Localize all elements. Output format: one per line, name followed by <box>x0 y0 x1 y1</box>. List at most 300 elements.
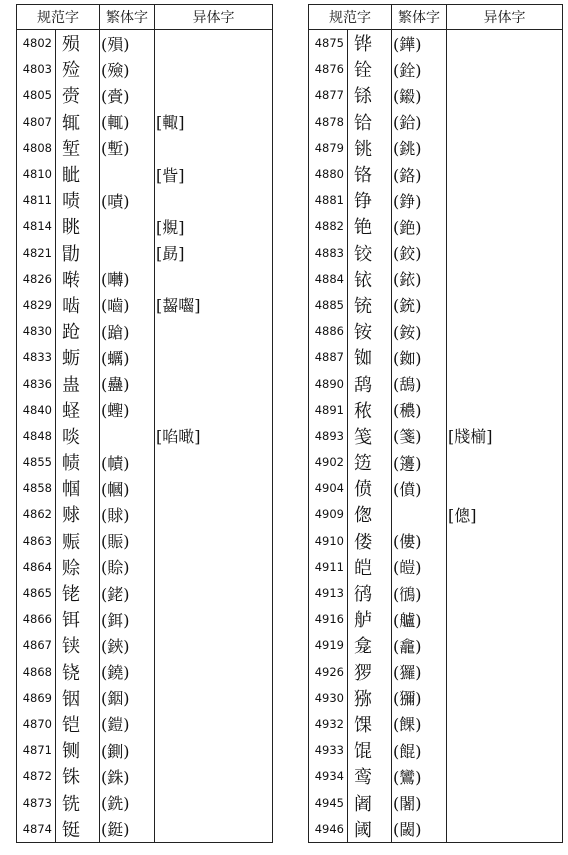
table-row <box>309 423 563 449</box>
char-number: 4830 <box>17 318 56 344</box>
traditional-char: (賑) <box>100 528 155 554</box>
char-number: 4890 <box>309 370 348 396</box>
variant-char <box>447 135 563 161</box>
variant-char: [啗噉] <box>155 423 273 449</box>
variant-char <box>155 56 273 82</box>
traditional-char: (鸞) <box>392 763 447 789</box>
traditional-char: (僨) <box>392 475 447 501</box>
table-row <box>309 266 563 292</box>
header-variant: 异体字 <box>447 5 563 30</box>
table-header-row <box>309 5 563 30</box>
traditional-char: (輒) <box>100 109 155 135</box>
traditional-char: (鐃) <box>100 659 155 685</box>
char-number: 4876 <box>309 56 348 82</box>
char-number: 4836 <box>17 370 56 396</box>
table-row <box>17 659 273 685</box>
char-number: 4902 <box>309 449 348 475</box>
table-row <box>309 816 563 843</box>
traditional-char: (銓) <box>392 56 447 82</box>
standard-char: 辄 <box>56 109 100 135</box>
char-number: 4821 <box>17 240 56 266</box>
variant-char <box>155 711 273 737</box>
char-number: 4878 <box>309 109 348 135</box>
table-row <box>17 423 273 449</box>
variant-char <box>155 344 273 370</box>
traditional-char <box>100 161 155 187</box>
standard-char: 蛊 <box>56 370 100 396</box>
variant-char <box>447 344 563 370</box>
variant-char <box>447 763 563 789</box>
table-body-left <box>17 30 273 843</box>
header-standard: 规范字 <box>309 5 392 30</box>
table-row <box>17 763 273 789</box>
standard-char: 笺 <box>348 423 392 449</box>
table-row <box>17 30 273 57</box>
table-row <box>17 789 273 815</box>
char-number: 4882 <box>309 213 348 239</box>
traditional-char: (蟶) <box>100 397 155 423</box>
standard-char: 眦 <box>56 161 100 187</box>
variant-char <box>447 554 563 580</box>
variant-char: [覜] <box>155 213 273 239</box>
table-row <box>17 606 273 632</box>
variant-char <box>155 30 273 57</box>
char-number: 4870 <box>17 711 56 737</box>
standard-char: 殒 <box>56 30 100 57</box>
standard-char: 铪 <box>348 109 392 135</box>
traditional-char: (餜) <box>392 711 447 737</box>
standard-char: 铧 <box>348 30 392 57</box>
traditional-char: (銠) <box>100 580 155 606</box>
traditional-char: (鉸) <box>392 240 447 266</box>
traditional-char <box>392 501 447 527</box>
traditional-char: (蠱) <box>100 370 155 396</box>
table-row <box>309 397 563 423</box>
table-row <box>309 187 563 213</box>
char-number: 4916 <box>309 606 348 632</box>
standard-char: 皑 <box>348 554 392 580</box>
variant-char <box>447 56 563 82</box>
char-number: 4880 <box>309 161 348 187</box>
standard-char: 铨 <box>348 56 392 82</box>
traditional-char: (鉺) <box>100 606 155 632</box>
char-number: 4887 <box>309 344 348 370</box>
standard-char: 铟 <box>56 685 100 711</box>
char-number: 4808 <box>17 135 56 161</box>
char-number: 4858 <box>17 475 56 501</box>
variant-char <box>155 82 273 108</box>
variant-char <box>155 554 273 580</box>
table-row <box>17 82 273 108</box>
variant-char <box>447 213 563 239</box>
char-number: 4911 <box>309 554 348 580</box>
standard-char: 铠 <box>56 711 100 737</box>
table-body-right <box>309 30 563 843</box>
traditional-char: (銃) <box>392 292 447 318</box>
table-row <box>17 109 273 135</box>
table-row <box>17 370 273 396</box>
standard-char: 蛏 <box>56 397 100 423</box>
char-number: 4885 <box>309 292 348 318</box>
traditional-char: (箋) <box>392 423 447 449</box>
table-row <box>309 292 563 318</box>
char-number: 4848 <box>17 423 56 449</box>
standard-char: 赍 <box>56 82 100 108</box>
char-number: 4874 <box>17 816 56 843</box>
variant-char <box>155 501 273 527</box>
table-row <box>309 344 563 370</box>
standard-char: 阇 <box>348 789 392 815</box>
variant-char <box>447 632 563 658</box>
standard-char: 秾 <box>348 397 392 423</box>
table-row <box>309 711 563 737</box>
variant-char: [輙] <box>155 109 273 135</box>
traditional-char: (銫) <box>392 213 447 239</box>
standard-char: 铣 <box>56 789 100 815</box>
table-row <box>17 475 273 501</box>
table-row <box>17 632 273 658</box>
variant-char <box>447 475 563 501</box>
variant-char <box>155 659 273 685</box>
standard-char: 赇 <box>56 501 100 527</box>
table-row <box>309 737 563 763</box>
traditional-char: (賒) <box>100 554 155 580</box>
traditional-char: (鴴) <box>392 580 447 606</box>
table-row <box>309 632 563 658</box>
variant-char <box>447 82 563 108</box>
table-row <box>17 240 273 266</box>
standard-char: 啮 <box>56 292 100 318</box>
char-number: 4872 <box>17 763 56 789</box>
char-number: 4826 <box>17 266 56 292</box>
standard-char: 铗 <box>56 632 100 658</box>
table-row <box>309 554 563 580</box>
traditional-char <box>100 240 155 266</box>
char-number: 4866 <box>17 606 56 632</box>
char-number: 4913 <box>309 580 348 606</box>
standard-char: 啖 <box>56 423 100 449</box>
standard-char: 跄 <box>56 318 100 344</box>
traditional-char: (銣) <box>392 344 447 370</box>
variant-char <box>447 30 563 57</box>
variant-char <box>447 816 563 843</box>
standard-char: 笾 <box>348 449 392 475</box>
char-number: 4869 <box>17 685 56 711</box>
standard-char: 鸻 <box>348 580 392 606</box>
standard-char: 铮 <box>348 187 392 213</box>
standard-char: 偻 <box>348 528 392 554</box>
traditional-char: (蹌) <box>100 318 155 344</box>
char-number: 4805 <box>17 82 56 108</box>
traditional-char: (賫) <box>100 82 155 108</box>
table-row <box>17 187 273 213</box>
standard-char: 铫 <box>348 135 392 161</box>
standard-char: 铤 <box>56 816 100 843</box>
char-number: 4886 <box>309 318 348 344</box>
traditional-char: (囀) <box>100 266 155 292</box>
standard-char: 铒 <box>56 606 100 632</box>
character-table-right <box>308 4 563 843</box>
traditional-char: (殮) <box>100 56 155 82</box>
variant-char <box>155 397 273 423</box>
variant-char <box>155 449 273 475</box>
standard-char: 帼 <box>56 475 100 501</box>
standard-char: 铷 <box>348 344 392 370</box>
variant-char: [齧囓] <box>155 292 273 318</box>
char-number: 4873 <box>17 789 56 815</box>
char-number: 4909 <box>309 501 348 527</box>
char-number: 4910 <box>309 528 348 554</box>
char-number: 4829 <box>17 292 56 318</box>
variant-char <box>155 475 273 501</box>
variant-char <box>447 711 563 737</box>
traditional-char: (幗) <box>100 475 155 501</box>
variant-char <box>447 580 563 606</box>
char-number: 4810 <box>17 161 56 187</box>
traditional-char: (嚙) <box>100 292 155 318</box>
traditional-char: (閾) <box>392 816 447 843</box>
traditional-char: (殞) <box>100 30 155 57</box>
variant-char <box>155 685 273 711</box>
standard-char: 鸹 <box>348 370 392 396</box>
table-row <box>309 580 563 606</box>
traditional-char: (蠣) <box>100 344 155 370</box>
standard-char: 铡 <box>56 737 100 763</box>
table-row <box>309 370 563 396</box>
char-number: 4884 <box>309 266 348 292</box>
char-number: 4946 <box>309 816 348 843</box>
standard-char: 猡 <box>348 659 392 685</box>
variant-char <box>155 266 273 292</box>
standard-char: 殓 <box>56 56 100 82</box>
standard-char: 阈 <box>348 816 392 843</box>
table-row <box>309 606 563 632</box>
table-row <box>17 213 273 239</box>
char-number: 4814 <box>17 213 56 239</box>
char-number: 4930 <box>309 685 348 711</box>
traditional-char: (鴰) <box>392 370 447 396</box>
char-number: 4867 <box>17 632 56 658</box>
traditional-char: (塹) <box>100 135 155 161</box>
traditional-char <box>100 423 155 449</box>
traditional-char: (銖) <box>100 763 155 789</box>
variant-char <box>447 685 563 711</box>
variant-char <box>447 528 563 554</box>
char-number: 4865 <box>17 580 56 606</box>
char-number: 4877 <box>309 82 348 108</box>
traditional-char: (銑) <box>100 789 155 815</box>
traditional-char: (鉿) <box>392 109 447 135</box>
traditional-char: (穠) <box>392 397 447 423</box>
traditional-char: (艫) <box>392 606 447 632</box>
table-row <box>17 554 273 580</box>
char-number: 4926 <box>309 659 348 685</box>
char-number: 4932 <box>309 711 348 737</box>
standard-char: 铱 <box>348 266 392 292</box>
header-variant: 异体字 <box>155 5 273 30</box>
standard-char: 啧 <box>56 187 100 213</box>
variant-char: [傯] <box>447 501 563 527</box>
traditional-char: (嘖) <box>100 187 155 213</box>
char-number: 4807 <box>17 109 56 135</box>
traditional-char: (錚) <box>392 187 447 213</box>
table-row <box>17 397 273 423</box>
table-row <box>309 30 563 57</box>
table-row <box>17 161 273 187</box>
char-number: 4945 <box>309 789 348 815</box>
table-row <box>309 659 563 685</box>
variant-char <box>447 318 563 344</box>
standard-char: 偾 <box>348 475 392 501</box>
char-number: 4933 <box>309 737 348 763</box>
standard-char: 帻 <box>56 449 100 475</box>
table-row <box>309 501 563 527</box>
variant-char <box>155 187 273 213</box>
traditional-char: (鋏) <box>100 632 155 658</box>
table-row <box>17 318 273 344</box>
variant-char <box>447 789 563 815</box>
variant-char: [眥] <box>155 161 273 187</box>
table-row <box>17 528 273 554</box>
table-row <box>17 56 273 82</box>
char-number: 4803 <box>17 56 56 82</box>
variant-char <box>155 816 273 843</box>
variant-char: [勗] <box>155 240 273 266</box>
traditional-char: (玀) <box>392 659 447 685</box>
traditional-char: (籩) <box>392 449 447 475</box>
char-number: 4863 <box>17 528 56 554</box>
variant-char <box>447 606 563 632</box>
table-row <box>309 240 563 266</box>
char-number: 4919 <box>309 632 348 658</box>
variant-char <box>447 659 563 685</box>
standard-char: 铙 <box>56 659 100 685</box>
traditional-char: (鎧) <box>100 711 155 737</box>
variant-char <box>155 606 273 632</box>
table-row <box>309 82 563 108</box>
table-row <box>17 344 273 370</box>
standard-char: 铯 <box>348 213 392 239</box>
variant-char <box>447 109 563 135</box>
table-row <box>17 580 273 606</box>
traditional-char: (鉻) <box>392 161 447 187</box>
variant-char <box>447 187 563 213</box>
standard-char: 偬 <box>348 501 392 527</box>
header-standard: 规范字 <box>17 5 100 30</box>
variant-char <box>447 370 563 396</box>
table-row <box>309 318 563 344</box>
table-row <box>17 266 273 292</box>
standard-char: 龛 <box>348 632 392 658</box>
table-row <box>309 56 563 82</box>
standard-char: 勖 <box>56 240 100 266</box>
char-number: 4934 <box>309 763 348 789</box>
traditional-char: (闍) <box>392 789 447 815</box>
character-table-left <box>16 4 273 843</box>
table-header-row <box>17 5 273 30</box>
traditional-char: (僂) <box>392 528 447 554</box>
table-row <box>309 449 563 475</box>
table-row <box>17 449 273 475</box>
char-number: 4891 <box>309 397 348 423</box>
table-row <box>309 475 563 501</box>
char-number: 4833 <box>17 344 56 370</box>
variant-char <box>155 135 273 161</box>
variant-char <box>155 632 273 658</box>
traditional-char: (鋌) <box>100 816 155 843</box>
table-row <box>17 711 273 737</box>
standard-char: 馃 <box>348 711 392 737</box>
variant-char <box>155 528 273 554</box>
table-row <box>309 763 563 789</box>
standard-char: 铰 <box>348 240 392 266</box>
table-row <box>17 292 273 318</box>
char-number: 4904 <box>309 475 348 501</box>
variant-char <box>155 763 273 789</box>
standard-char: 蛎 <box>56 344 100 370</box>
char-number: 4879 <box>309 135 348 161</box>
standard-char: 铬 <box>348 161 392 187</box>
standard-char: 铩 <box>348 82 392 108</box>
traditional-char: (獼) <box>392 685 447 711</box>
char-number: 4864 <box>17 554 56 580</box>
table-row <box>309 109 563 135</box>
traditional-char: (鎩) <box>392 82 447 108</box>
char-number: 4840 <box>17 397 56 423</box>
table-row <box>309 685 563 711</box>
traditional-char: (賕) <box>100 501 155 527</box>
char-number: 4811 <box>17 187 56 213</box>
table-row <box>309 135 563 161</box>
variant-char <box>155 580 273 606</box>
table-row <box>17 816 273 843</box>
standard-char: 赈 <box>56 528 100 554</box>
variant-char <box>447 292 563 318</box>
variant-char <box>155 370 273 396</box>
table-row <box>309 528 563 554</box>
variant-char <box>155 789 273 815</box>
standard-char: 铵 <box>348 318 392 344</box>
standard-char: 赊 <box>56 554 100 580</box>
standard-char: 猕 <box>348 685 392 711</box>
variant-char <box>447 266 563 292</box>
standard-char: 铳 <box>348 292 392 318</box>
table-row <box>17 501 273 527</box>
char-number: 4871 <box>17 737 56 763</box>
variant-char <box>447 737 563 763</box>
standard-char: 鸾 <box>348 763 392 789</box>
table-row <box>309 789 563 815</box>
char-number: 4855 <box>17 449 56 475</box>
table-row <box>309 213 563 239</box>
char-number: 4893 <box>309 423 348 449</box>
traditional-char: (鏵) <box>392 30 447 57</box>
standard-char: 铢 <box>56 763 100 789</box>
variant-char <box>447 449 563 475</box>
table-row <box>17 685 273 711</box>
variant-char <box>155 737 273 763</box>
traditional-char: (幘) <box>100 449 155 475</box>
variant-char: [牋椾] <box>447 423 563 449</box>
traditional-char: (皚) <box>392 554 447 580</box>
table-row <box>17 135 273 161</box>
variant-char <box>447 240 563 266</box>
char-number: 4875 <box>309 30 348 57</box>
traditional-char: (鍘) <box>100 737 155 763</box>
traditional-char: (銚) <box>392 135 447 161</box>
char-number: 4802 <box>17 30 56 57</box>
char-number: 4868 <box>17 659 56 685</box>
